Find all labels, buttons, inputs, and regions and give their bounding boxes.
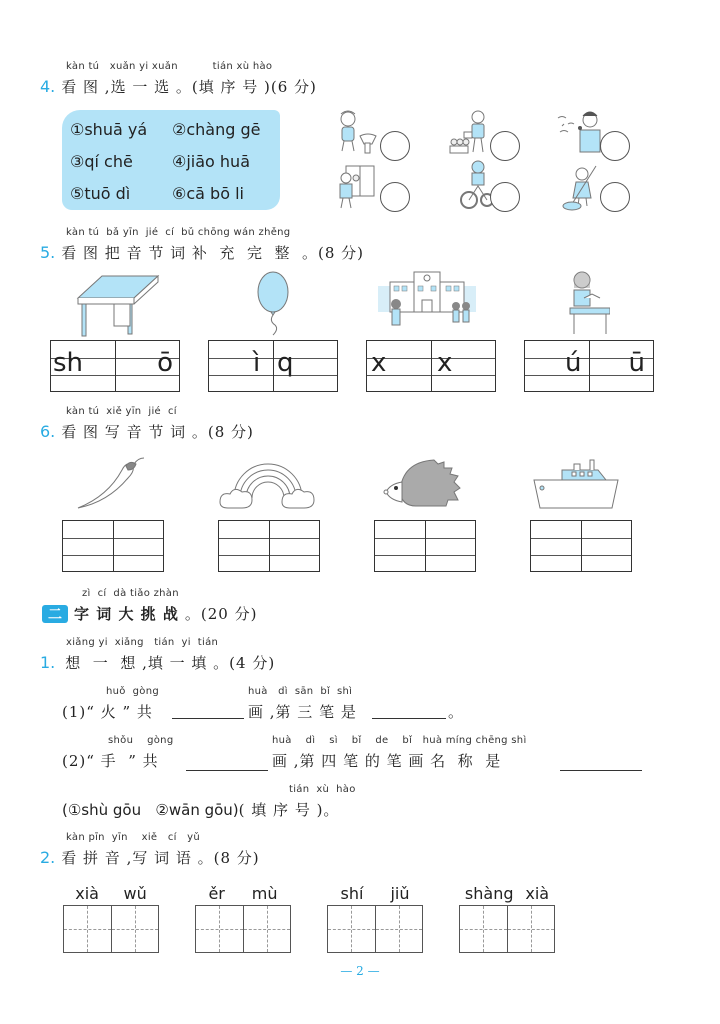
option-3: ③qí chē [70, 152, 133, 171]
sub1-part-b: 画 ,第 三 笔 是 [248, 703, 357, 721]
word-3-syllable-b: jiǔ [390, 884, 410, 903]
option-1: ①shuā yá [70, 120, 148, 139]
word-1-syllable-a: xià [75, 884, 99, 903]
girl-cleaning-window-picture [336, 164, 380, 212]
sub3-suffix: ( 填 序 号 )。 [238, 801, 340, 819]
girl-singing-picture [556, 108, 602, 158]
sub3-line [62, 799, 339, 820]
q4-options-box [62, 110, 280, 210]
option-5: ⑤tuō dì [70, 184, 131, 203]
word-3 [327, 884, 423, 953]
q5-grid-3-left: x [371, 348, 387, 378]
answer-circle-5[interactable] [490, 182, 520, 212]
word-2-syllable-a: ěr [208, 884, 225, 903]
section2-title: 字 词 大 挑 战 [74, 605, 179, 623]
q6-number: 6. [40, 422, 56, 441]
section2-heading [42, 603, 257, 624]
sub1-blank-2[interactable] [372, 718, 446, 719]
q6-heading [40, 421, 254, 442]
answer-circle-1[interactable] [380, 131, 410, 161]
word-2 [195, 884, 291, 953]
q4-number: 4. [40, 77, 56, 96]
girl-reading-picture [566, 268, 610, 336]
q5-pinyin-grid-2 [208, 340, 338, 392]
word-4-tian-grid[interactable] [459, 905, 555, 953]
q5-grid-2-left: ì [253, 348, 261, 378]
q6-pinyin-grid-4[interactable] [530, 520, 632, 572]
balloon-picture [254, 270, 292, 338]
s2q2-heading [40, 847, 260, 868]
s2q2-pinyin: kàn pīn yīn xiě cí yǔ [66, 832, 200, 843]
girl-mopping-floor-picture [562, 164, 600, 212]
q6-pinyin-grid-3[interactable] [374, 520, 476, 572]
option-6: ⑥cā bō li [172, 184, 244, 203]
q6-text: 看 图 写 音 节 词 。(8 分) [61, 423, 254, 441]
ship-picture [530, 458, 622, 512]
desk-picture [74, 272, 160, 338]
answer-circle-2[interactable] [490, 131, 520, 161]
chili-pepper-picture [76, 456, 152, 512]
q5-number: 5. [40, 243, 56, 262]
answer-circle-4[interactable] [380, 182, 410, 212]
q5-grid-1-right: ō [157, 348, 173, 378]
word-1-tian-grid[interactable] [63, 905, 159, 953]
girl-watering-flowers-picture [448, 108, 492, 158]
section2-badge: 二 [42, 605, 68, 623]
word-4-syllable-a: shàng [464, 884, 514, 903]
girl-brushing-teeth-picture [334, 110, 380, 156]
option-2: ②chàng gē [172, 120, 261, 139]
s2q2-text: 看 拼 音 ,写 词 语 。(8 分) [61, 849, 260, 867]
q6-pinyin-grid-2[interactable] [218, 520, 320, 572]
s2q1-pinyin: xiǎng yi xiǎng tián yi tián [66, 637, 219, 648]
q5-pinyin-grid-1 [50, 340, 180, 392]
s2q1-number: 1. [40, 653, 56, 672]
word-2-syllable-b: mù [251, 884, 278, 903]
q5-pinyin-grid-4 [524, 340, 654, 392]
q5-grid-4-right: ū [628, 348, 645, 378]
s2q2-number: 2. [40, 848, 56, 867]
sub1-end: 。 [448, 703, 465, 721]
q5-text: 看 图 把 音 节 词 补 充 完 整 。(8 分) [61, 244, 365, 262]
q5-pinyin-grid-3 [366, 340, 496, 392]
page-number: — 2 — [340, 964, 380, 978]
q6-pinyin: kàn tú xiě yīn jié cí [66, 406, 177, 417]
sub2-blank-1[interactable] [186, 770, 268, 771]
sub2-pinyin-b: huà dì sì bǐ de bǐ huà míng chēng shì [272, 735, 527, 746]
q5-grid-1-left: sh [53, 348, 84, 378]
rainbow-picture [218, 458, 318, 512]
q5-grid-2-right: q [277, 348, 294, 378]
sub1-pinyin-b: huà dì sān bǐ shì [248, 686, 353, 697]
q4-text: 看 图 ,选 一 选 。(填 序 号 )(6 分) [61, 78, 317, 96]
section2-pinyin: zì cí dà tiǎo zhàn [82, 588, 179, 599]
s2q1-text: 想 一 想 ,填 一 填 。(4 分) [65, 654, 276, 672]
school-picture [376, 268, 478, 334]
q5-grid-4-left: ú [565, 348, 582, 378]
boy-riding-bike-picture [460, 160, 494, 210]
sub3-choices: (①shù gōu ②wān gōu) [62, 801, 239, 819]
sub3-pinyin: tián xù hào [289, 784, 356, 795]
sub1-blank-1[interactable] [172, 718, 244, 719]
word-1-syllable-b: wǔ [123, 884, 147, 903]
answer-circle-6[interactable] [600, 182, 630, 212]
q5-grid-3-right: x [437, 348, 453, 378]
sub1-part-a: (1)“ 火 ” 共 [62, 703, 153, 721]
word-2-tian-grid[interactable] [195, 905, 291, 953]
sub2-pinyin-a: shǒu gòng [108, 735, 174, 746]
sub2-blank-2[interactable] [560, 770, 642, 771]
q5-heading [40, 242, 364, 263]
option-4: ④jiāo huā [172, 152, 250, 171]
word-4-syllable-b: xià [525, 884, 550, 903]
sub2-part-a: (2)“ 手 ” 共 [62, 752, 159, 770]
sub2-part-b: 画 ,第 四 笔 的 笔 画 名 称 是 [272, 752, 502, 770]
q4-pinyin: kàn tú xuǎn yi xuǎn tián xù hào [66, 61, 273, 72]
word-3-tian-grid[interactable] [327, 905, 423, 953]
q5-pinyin: kàn tú bǎ yīn jié cí bǔ chōng wán zhěng [66, 227, 291, 238]
hedgehog-picture [382, 456, 464, 512]
sub1-pinyin-a: huǒ gòng [106, 686, 160, 697]
word-3-syllable-a: shí [340, 884, 364, 903]
word-4 [459, 884, 555, 953]
answer-circle-3[interactable] [600, 131, 630, 161]
q6-pinyin-grid-1[interactable] [62, 520, 164, 572]
q4-heading [40, 76, 317, 97]
section2-score: 。(20 分) [184, 605, 258, 623]
word-1 [63, 884, 159, 953]
s2q1-heading [40, 652, 275, 673]
